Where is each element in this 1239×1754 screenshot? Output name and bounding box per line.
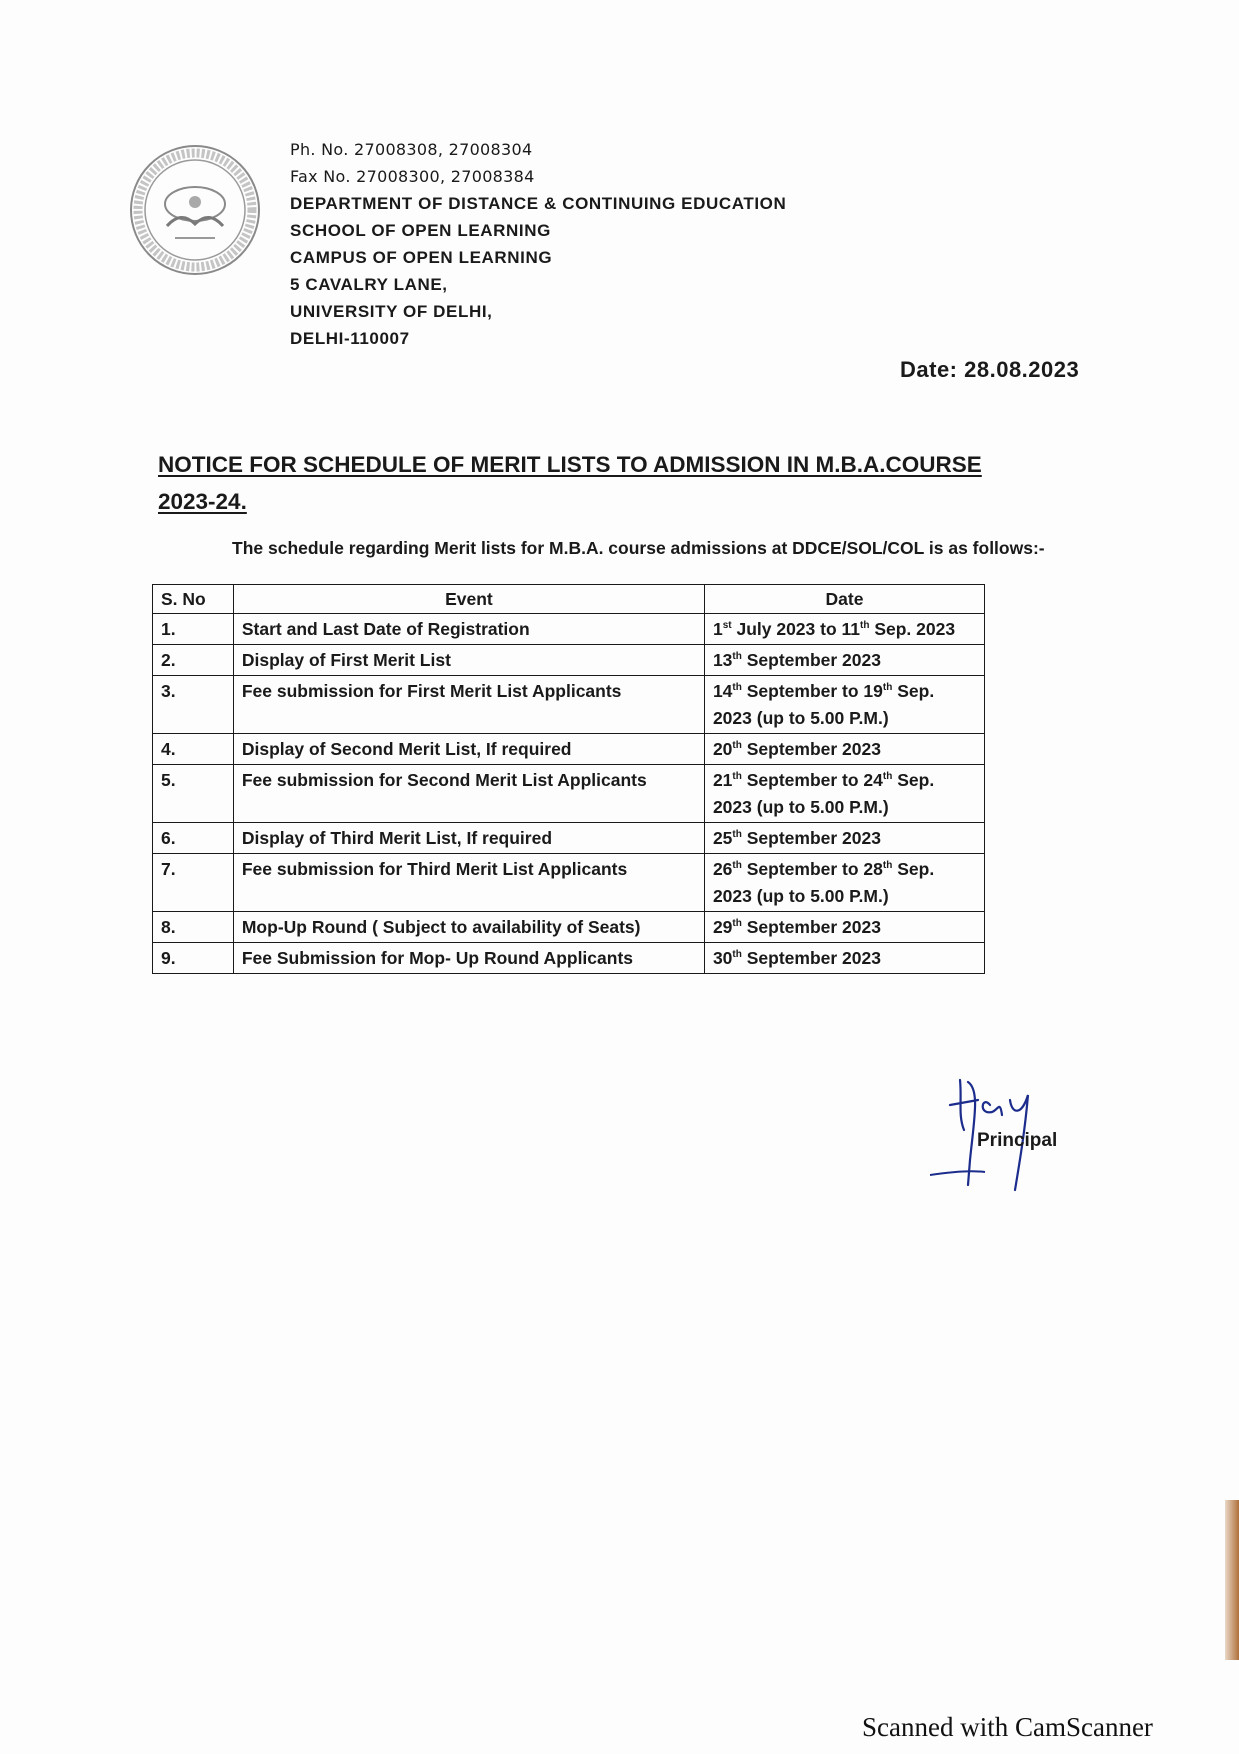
row-date: 21th September to 24th Sep. 2023 (up to 5.00 P.M.) [704,765,984,823]
row-sno: 9. [153,943,234,974]
schedule-table [152,584,985,974]
row-sno: 8. [153,912,234,943]
notice-date: Date: 28.08.2023 [900,357,1080,382]
school-line: SCHOOL OF OPEN LEARNING [290,221,551,240]
row-sno: 1. [153,614,234,645]
table-row [153,854,985,912]
table-row [153,765,985,823]
campus-line: CAMPUS OF OPEN LEARNING [290,248,553,267]
table-row [153,614,985,645]
address-line: 5 CAVALRY LANE, [290,275,448,294]
row-sno: 5. [153,765,234,823]
row-sno: 2. [153,645,234,676]
row-date: 14th September to 19th Sep. 2023 (up to 5.00 P.M.) [704,676,984,734]
row-date: 13th September 2023 [704,645,984,676]
signatory-designation: Principal [977,1130,1058,1151]
table-row [153,676,985,734]
letterhead [290,136,890,352]
row-sno: 7. [153,854,234,912]
department-line: DEPARTMENT OF DISTANCE & CONTINUING EDUCATION [290,194,787,213]
header-date: Date [704,585,984,614]
table-row [153,912,985,943]
row-event: Display of Second Merit List, If required [233,734,704,765]
row-event: Display of First Merit List [233,645,704,676]
table-row [153,734,985,765]
row-event: Mop-Up Round ( Subject to availability of Seats) [233,912,704,943]
title-line-1: NOTICE FOR SCHEDULE OF MERIT LISTS TO ADMISSION IN M.B.A.COURSE [158,452,982,477]
header-event: Event [233,585,704,614]
scan-edge-shadow [1225,1500,1239,1660]
row-date: 30th September 2023 [704,943,984,974]
row-date: 25th September 2023 [704,823,984,854]
row-sno: 4. [153,734,234,765]
table-header-row [153,585,985,614]
row-date: 29th September 2023 [704,912,984,943]
row-date: 26th September to 28th Sep. 2023 (up to 5.00 P.M.) [704,854,984,912]
row-event: Fee submission for First Merit List Applicants [233,676,704,734]
row-event: Start and Last Date of Registration [233,614,704,645]
city-line: DELHI-110007 [290,329,410,348]
row-sno: 6. [153,823,234,854]
notice-title [158,446,1088,520]
row-date: 20th September 2023 [704,734,984,765]
row-event: Fee submission for Third Merit List Applicants [233,854,704,912]
intro-text: The schedule regarding Merit lists for M.B.A. course admissions at DDCE/SOL/COL is as follows:- [232,538,1045,558]
fax-line: Fax No. 27008300, 27008384 [290,167,535,186]
row-event: Fee Submission for Mop- Up Round Applicants [233,943,704,974]
title-line-2: 2023-24. [158,489,247,514]
scanner-watermark: Scanned with CamScanner [862,1712,1153,1742]
header-sno: S. No [153,585,234,614]
row-sno: 3. [153,676,234,734]
table-row [153,645,985,676]
university-line: UNIVERSITY OF DELHI, [290,302,493,321]
table-row [153,823,985,854]
row-event: Fee submission for Second Merit List Applicants [233,765,704,823]
phone-line: Ph. No. 27008308, 27008304 [290,140,533,159]
row-event: Display of Third Merit List, If required [233,823,704,854]
table-row [153,943,985,974]
university-seal-icon [125,140,265,280]
row-date: 1st July 2023 to 11th Sep. 2023 [704,614,984,645]
